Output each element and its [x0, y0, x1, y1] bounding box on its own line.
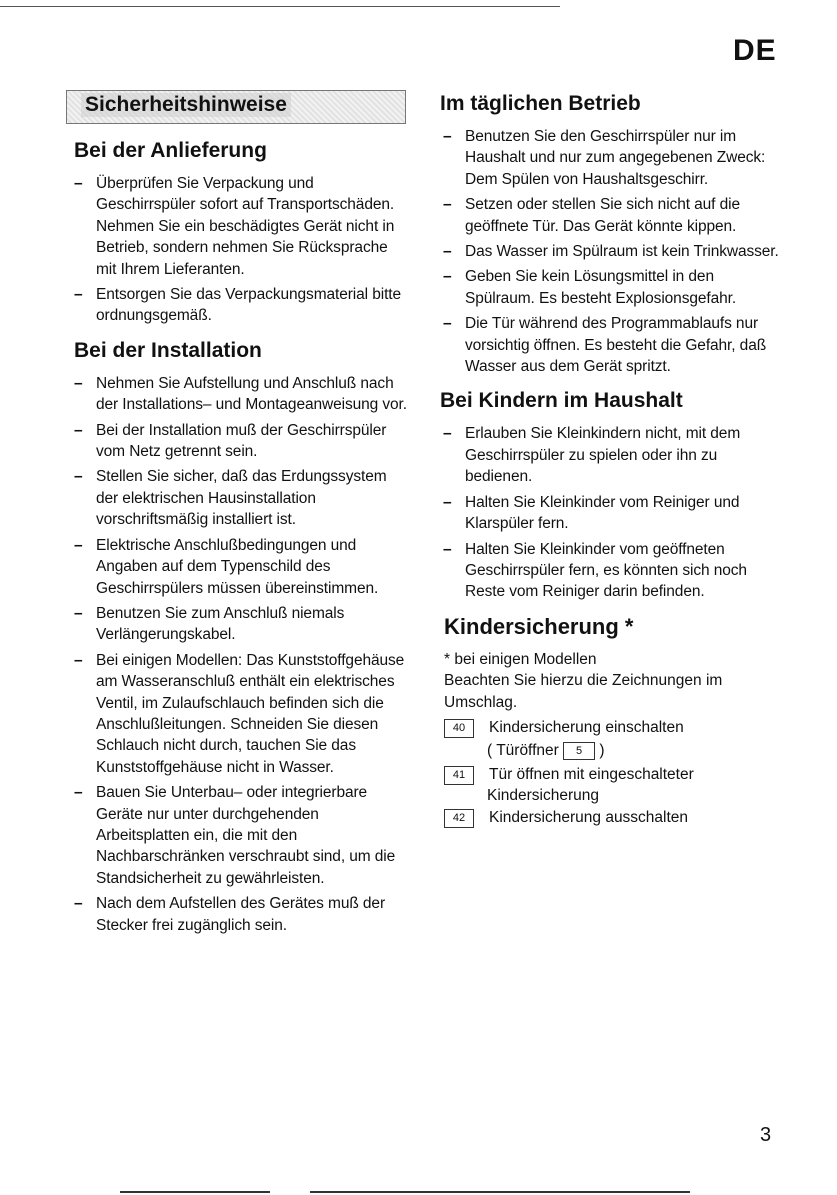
door-opener-suffix: ): [599, 742, 605, 760]
figure-number-box: 40: [444, 719, 474, 738]
list-item: – Das Wasser im Spülraum ist kein Trinkwasser.: [440, 241, 785, 262]
section-title: Sicherheitshinweise: [81, 93, 291, 117]
figure-ref-row: [444, 807, 785, 828]
heading-child-lock: Kindersicherung *: [444, 613, 634, 639]
daily-list: [440, 126, 785, 377]
figure-number-box: 41: [444, 766, 474, 785]
list-item: – Erlauben Sie Kleinkindern nicht, mit dem Geschirrspüler zu spielen oder ihn zu bedienen.: [440, 423, 785, 487]
installation-list: [66, 373, 412, 936]
top-rule: [0, 6, 560, 7]
list-item: – Überprüfen Sie Verpackung und Geschirrspüler sofort auf Transportschäden. Nehmen Sie ein beschädigtes Gerät nicht in Betrieb, sondern nehmen Sie Rücksprache mit Ihrem Lieferanten.: [66, 173, 412, 280]
list-item: – Die Tür während des Programmablaufs nur vorsichtig öffnen. Es besteht die Gefahr, daß Wasser aus dem Gerät spritzt.: [440, 313, 785, 377]
list-item: – Benutzen Sie den Geschirrspüler nur im Haushalt und nur zum angegebenen Zweck: Dem Spülen von Haushaltsgeschirr.: [440, 126, 785, 190]
figure-number-box: 5: [563, 742, 595, 760]
list-item: – Elektrische Anschlußbedingungen und Angaben auf dem Typenschild des Geschirrspülers müssen übereinstimmen.: [66, 535, 412, 599]
heading-children: Bei Kindern im Haushalt: [440, 389, 683, 413]
list-item: – Halten Sie Kleinkinder vom geöffneten Geschirrspüler fern, es könnten sich noch Reste vom Reiniger darin befinden.: [440, 539, 785, 603]
figure-caption: Tür öffnen mit eingeschalteter: [489, 765, 694, 783]
figure-ref-row: [444, 764, 785, 785]
door-opener-note: [487, 740, 785, 761]
left-column: [66, 90, 412, 940]
heading-daily-operation: Im täglichen Betrieb: [440, 92, 641, 115]
list-item: – Setzen oder stellen Sie sich nicht auf die geöffnete Tür. Das Gerät könnte kippen.: [440, 194, 785, 237]
figure-caption: Kindersicherung einschalten: [489, 718, 684, 736]
page-number: 3: [760, 1124, 772, 1146]
list-item: – Bauen Sie Unterbau– oder integrierbare Geräte nur unter durchgehenden Arbeitsplatten ein, die mit den Nachbarschränken verschraubt sind, um die Standsicherheit zu gewährleisten.: [66, 782, 412, 889]
language-code: DE: [733, 34, 777, 67]
heading-installation: Bei der Installation: [74, 338, 262, 362]
list-item: – Benutzen Sie zum Anschluß niemals Verlängerungskabel.: [66, 603, 412, 646]
figure-number-box: 42: [444, 809, 474, 828]
bottom-rule: [120, 1191, 270, 1193]
children-list: [440, 423, 785, 602]
child-lock-footnote: * bei einigen Modellen: [444, 650, 597, 668]
figure-caption-continued: Kindersicherung: [487, 787, 600, 805]
figure-caption: Kindersicherung ausschalten: [489, 808, 689, 826]
section-title-banner: [66, 90, 406, 124]
right-column: [440, 90, 785, 828]
door-opener-prefix: ( Türöffner: [487, 742, 559, 760]
figure-ref-row: [444, 717, 785, 738]
list-item: – Geben Sie kein Lösungsmittel in den Spülraum. Es besteht Explosionsgefahr.: [440, 266, 785, 309]
list-item: – Halten Sie Kleinkinder vom Reiniger und Klarspüler fern.: [440, 492, 785, 535]
list-item: – Nach dem Aufstellen des Gerätes muß der Stecker frei zugänglich sein.: [66, 893, 412, 936]
heading-delivery: Bei der Anlieferung: [74, 139, 267, 162]
list-item: – Entsorgen Sie das Verpackungsmaterial bitte ordnungsgemäß.: [66, 284, 412, 327]
list-item: – Bei einigen Modellen: Das Kunststoffgehäuse am Wasseranschluß enthält ein elektrisches Ventil, im Zulaufschlauch befinden sich die Anschlußleitungen. Schneiden Sie diesen Schlauch nicht durch, tauchen Sie das Kunststoffgehäuse nicht in Wasser.: [66, 650, 412, 778]
list-item: – Stellen Sie sicher, daß das Erdungssystem der elektrischen Hausinstallation vorschriftsmäßig installiert ist.: [66, 466, 412, 530]
list-item: – Nehmen Sie Aufstellung und Anschluß nach der Installations– und Montageanweisung vor.: [66, 373, 412, 416]
child-lock-intro: Beachten Sie hierzu die Zeichnungen im Umschlag.: [444, 672, 723, 711]
delivery-list: [66, 173, 412, 327]
bottom-rule-right: [310, 1191, 690, 1193]
list-item: – Bei der Installation muß der Geschirrspüler vom Netz getrennt sein.: [66, 420, 412, 463]
